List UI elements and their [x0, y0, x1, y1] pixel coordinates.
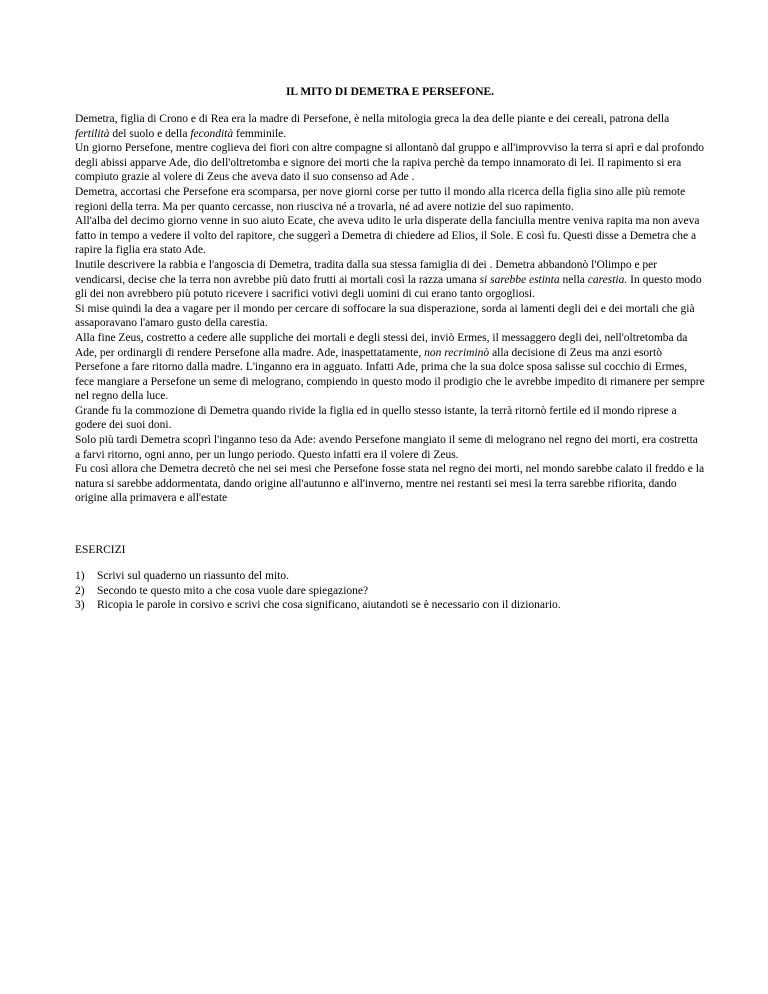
document-page: [75, 85, 705, 613]
exercise-number: 1): [75, 570, 85, 583]
text-run: alla decisione di Zeus ma anzi esortò Persefone a fare ritorno dalla madre. L'inganno era in agguato. Infatti Ade, prima che la sua dolce sposa salisse sul cocchio di Ermes, fece mangiare a Persefone un seme di melograno, compiendo in questo modo il prodigio che le avrebbe impedito di rimanere per sempre nel regno della luce.: [75, 346, 705, 403]
text-run: All'alba del decimo giorno venne in suo aiuto Ecate, che aveva udito le urla disperate della fanciulla mentre veniva rapita ma non aveva fatto in tempo a vedere il volto del rapitore, che suggerì a Demetra di chiedere ad Elios, il Sole. E così fu. Questi disse a Demetra che a rapire la figlia era stato Ade.: [75, 215, 700, 257]
story-paragraph: [75, 141, 705, 185]
text-run: Si mise quindi la dea a vagare per il mondo per cercare di soffocare la sua disperazione, sorda ai lamenti degli dei e dei mortali che già assaporavano l'amaro gusto della carestia.: [75, 302, 695, 330]
story-paragraph: [75, 185, 705, 214]
text-run: Demetra, figlia di Crono e di Rea era la madre di Persefone, è nella mitologia greca la dea delle piante e dei cereali, patrona della: [75, 113, 670, 125]
story-paragraph: [75, 433, 705, 462]
story-paragraph: [75, 258, 705, 302]
story-paragraph: [75, 112, 705, 141]
italic-term: fertilità: [75, 127, 110, 140]
exercise-item: [75, 569, 705, 584]
text-run: In questo modo gli dei non avrebbero più potuto ricevere i sacrifici votivi degli uomini di cui erano tanto orgogliosi.: [75, 273, 702, 301]
exercise-text: Ricopia le parole in corsivo e scrivi che cosa significano, aiutandoti se è necessario con il dizionario.: [97, 599, 561, 612]
text-run: femminile.: [233, 127, 287, 140]
text-run: Inutile descrivere la rabbia e l'angoscia di Demetra, tradita dalla sua stessa famiglia di dei . Demetra abbandonò l'Olimpo e per vendicarsi, decise che la terra non avrebbe più dato frutti ai mortali così la razza umana: [75, 258, 658, 286]
exercise-item: [75, 584, 705, 599]
text-run: del suolo e della: [109, 127, 191, 140]
text-run: Un giorno Persefone, mentre coglieva dei fiori con altre compagne si allontanò dal gruppo e all'improvviso la terra si aprì e dal profondo degli abissi apparve Ade, dio dell'oltretomba e signore dei morti che la rapiva perchè da tempo innamorato di lei. Il rapimento si era compiuto grazie al volere di Zeus che aveva dato il suo consenso ad Ade .: [75, 142, 704, 184]
exercises-list: [75, 569, 705, 613]
story-paragraph: [75, 462, 705, 506]
story-paragraph: [75, 302, 705, 331]
text-run: Fu così allora che Demetra decretò che nei sei mesi che Persefone fosse stata nel regno dei morti, nel mondo sarebbe calato il freddo e la natura si sarebbe addormentata, dando origine all'autunno e all'inverno, mentre nei restanti sei mesi la terra sarebbe rifiorita, dando origine alla primavera e all'estate: [75, 463, 705, 505]
document-title: IL MITO DI DEMETRA E PERSEFONE.: [285, 86, 495, 98]
exercise-text: Scrivi sul quaderno un riassunto del mito.: [97, 570, 289, 583]
text-run: Alla fine Zeus, costretto a cedere alle suppliche dei mortali e degli stessi dei, inviò Ermes, il messaggero degli dei, nell'oltretomba da Ade, per ordinargli di rendere Persefone alla madre. Ade, inaspettatamente,: [75, 331, 688, 359]
italic-term: carestia.: [587, 273, 628, 286]
text-run: Solo più tardi Demetra scoprì l'inganno teso da Ade: avendo Persefone mangiato il seme di melograno nel regno dei morti, era costretta a farvi ritorno, ogni anno, per un lungo periodo. Questo infatti era il volere di Zeus.: [75, 434, 698, 461]
story-paragraph: [75, 404, 705, 433]
exercise-number: 3): [75, 599, 85, 612]
italic-term: si sarebbe estinta: [479, 273, 560, 286]
story-paragraph: [75, 331, 705, 404]
exercise-number: 2): [75, 584, 85, 597]
story-paragraph: [75, 214, 705, 258]
exercises-heading: ESERCIZI: [75, 544, 126, 557]
exercise-item: [75, 598, 705, 613]
text-run: nella: [559, 273, 588, 286]
italic-term: non recriminò: [424, 346, 490, 359]
italic-term: fecondità: [190, 127, 234, 140]
text-run: Grande fu la commozione di Demetra quando rivide la figlia ed in quello stesso istante, la terrà ritornò fertile ed il mondo riprese a godere dei suoi doni.: [75, 404, 677, 432]
story-text: [75, 112, 705, 506]
text-run: Demetra, accortasi che Persefone era scomparsa, per nove giorni corse per tutto il mondo alla ricerca della figlia sino alle più remote regioni della terra. Ma per quanto cercasse, non riusciva né a trovarla, né ad avere notizie del suo rapimento.: [75, 185, 686, 213]
exercise-text: Secondo te questo mito a che cosa vuole dare spiegazione?: [97, 584, 369, 597]
